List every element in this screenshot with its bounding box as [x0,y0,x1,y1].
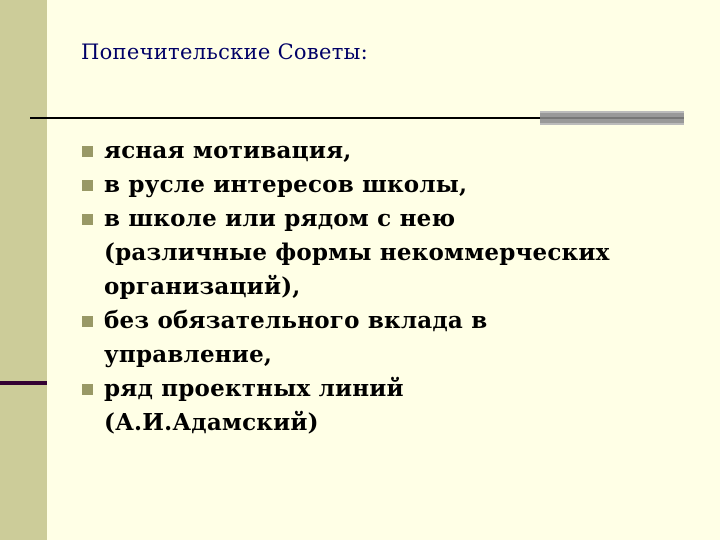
square-bullet-icon [82,180,93,191]
bullet-item [82,168,702,202]
slide-title: Попечительские Советы: [81,40,369,64]
left-decor-bar [0,0,47,540]
left-accent-line [0,381,47,385]
title-rule [30,117,540,119]
square-bullet-icon [82,316,93,327]
bullet-item [82,202,702,304]
square-bullet-icon [82,146,93,157]
bullet-text: в школе или рядом с нею (различные формы некоммерческих организаций), [104,205,610,300]
bullet-item [82,304,702,372]
bullet-text: в русле интересов школы, [104,171,468,198]
bullet-item [82,134,702,168]
bullet-item [82,372,702,440]
rule-block-line [540,117,684,119]
bullet-text: ряд проектных линий (А.И.Адамский) [104,375,404,436]
square-bullet-icon [82,214,93,225]
bullet-list [82,134,702,440]
bullet-text: без обязательного вклада в управление, [104,307,488,368]
square-bullet-icon [82,384,93,395]
bullet-text: ясная мотивация, [104,137,352,164]
